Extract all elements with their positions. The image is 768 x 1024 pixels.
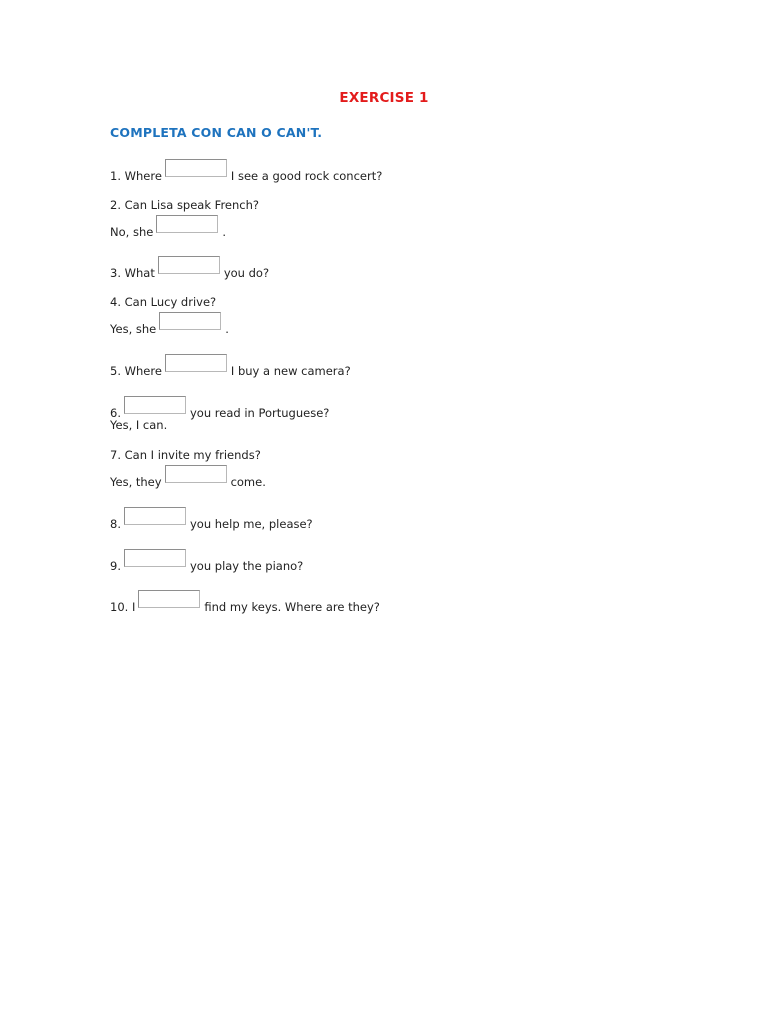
item-2-prefix: No, she [110,225,154,239]
item-9-suffix: you play the piano? [189,559,304,573]
exercise-item-2-question: 2. Can Lisa speak French? [110,198,260,212]
exercise-item-6-answer: Yes, I can. [110,418,168,432]
item-3-prefix: 3. What [110,266,155,280]
item-6-prefix: 6. [110,406,121,420]
exercise-item-9 [110,555,303,573]
item-2-suffix: . [222,225,226,239]
exercise-title: EXERCISE 1 [339,90,429,106]
item-1-blank-input[interactable] [165,159,227,177]
item-5-blank-input[interactable] [165,354,227,372]
item-4-prefix: Yes, she [110,322,157,336]
exercise-item-5 [110,360,351,378]
item-7-suffix: come. [230,475,266,489]
exercise-item-10 [110,596,380,614]
item-7-blank-input[interactable] [165,465,227,483]
item-1-suffix: I see a good rock concert? [230,169,383,183]
item-10-blank-input[interactable] [138,590,200,608]
exercise-item-4 [110,318,229,336]
item-4-suffix: . [225,322,229,336]
item-6-suffix: you read in Portuguese? [189,406,330,420]
exercise-item-2 [110,221,226,239]
exercise-item-3 [110,262,269,280]
exercise-item-7 [110,471,266,489]
item-4-blank-input[interactable] [159,312,221,330]
exercise-instruction: COMPLETA CON CAN O CAN'T. [110,125,323,140]
exercise-item-1 [110,165,382,183]
item-5-suffix: I buy a new camera? [230,364,351,378]
exercise-item-4-question: 4. Can Lucy drive? [110,295,217,309]
item-1-prefix: 1. Where [110,169,162,183]
item-5-prefix: 5. Where [110,364,162,378]
item-8-prefix: 8. [110,517,121,531]
item-8-suffix: you help me, please? [189,517,313,531]
exercise-item-7-question: 7. Can I invite my friends? [110,448,261,462]
item-8-blank-input[interactable] [124,507,186,525]
item-7-prefix: Yes, they [110,475,162,489]
item-3-suffix: you do? [223,266,270,280]
exercise-item-8 [110,513,313,531]
item-6-blank-input[interactable] [124,396,186,414]
item-9-prefix: 9. [110,559,121,573]
item-10-prefix: 10. I [110,600,136,614]
item-9-blank-input[interactable] [124,549,186,567]
item-2-blank-input[interactable] [156,215,218,233]
item-10-suffix: find my keys. Where are they? [204,600,380,614]
item-3-blank-input[interactable] [158,256,220,274]
